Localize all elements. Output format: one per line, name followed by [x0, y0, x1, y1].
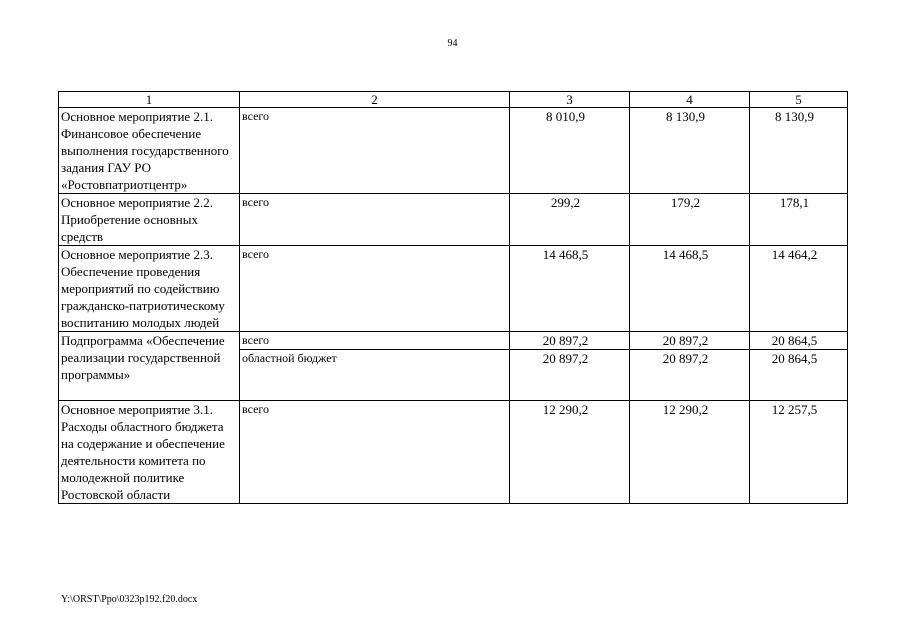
value-cell: 179,2: [630, 194, 750, 246]
table-row: [59, 332, 848, 350]
funding-source: всего: [240, 108, 510, 194]
column-header: 3: [510, 92, 630, 108]
value-cell: 12 257,5: [750, 401, 848, 504]
value-cell: 20 897,2: [510, 350, 630, 401]
column-header: 1: [59, 92, 240, 108]
value-cell: 14 468,5: [510, 246, 630, 332]
table-row: [59, 246, 848, 332]
funding-source: областной бюджет: [240, 350, 510, 401]
column-header: 4: [630, 92, 750, 108]
activity-name: Основное мероприятие 2.2. Приобретение основных средств: [59, 194, 240, 246]
column-header: 2: [240, 92, 510, 108]
value-cell: 8 130,9: [750, 108, 848, 194]
value-cell: 8 130,9: [630, 108, 750, 194]
table-header-row: [59, 92, 848, 108]
value-cell: 14 464,2: [750, 246, 848, 332]
subprogram-name: Подпрограмма «Обеспечение реализации государственной программы»: [59, 332, 240, 401]
activity-name: Основное мероприятие 2.3. Обеспечение проведения мероприятий по содействию гражданско-патриотическому воспитанию молодых людей: [59, 246, 240, 332]
table-row: [59, 401, 848, 504]
value-cell: 20 897,2: [630, 332, 750, 350]
activity-name: Основное мероприятие 3.1. Расходы областного бюджета на содержание и обеспечение деятельности комитета по молодежной политике Ростовской области: [59, 401, 240, 504]
table-row: [59, 108, 848, 194]
activity-name: Основное мероприятие 2.1. Финансовое обеспечение выполнения государственного задания ГАУ РО «Ростовпатриотцентр»: [59, 108, 240, 194]
funding-source: всего: [240, 401, 510, 504]
value-cell: 12 290,2: [510, 401, 630, 504]
value-cell: 20 864,5: [750, 350, 848, 401]
table-row: [59, 194, 848, 246]
funding-source: всего: [240, 332, 510, 350]
column-header: 5: [750, 92, 848, 108]
value-cell: 20 897,2: [510, 332, 630, 350]
page-number: 94: [447, 38, 458, 49]
funding-source: всего: [240, 246, 510, 332]
value-cell: 12 290,2: [630, 401, 750, 504]
value-cell: 14 468,5: [630, 246, 750, 332]
funding-source: всего: [240, 194, 510, 246]
value-cell: 8 010,9: [510, 108, 630, 194]
value-cell: 20 864,5: [750, 332, 848, 350]
value-cell: 178,1: [750, 194, 848, 246]
budget-table: [58, 91, 848, 504]
value-cell: 20 897,2: [630, 350, 750, 401]
value-cell: 299,2: [510, 194, 630, 246]
file-path-footer: Y:\ORST\Ppo\0323p192.f20.docx: [61, 594, 198, 605]
